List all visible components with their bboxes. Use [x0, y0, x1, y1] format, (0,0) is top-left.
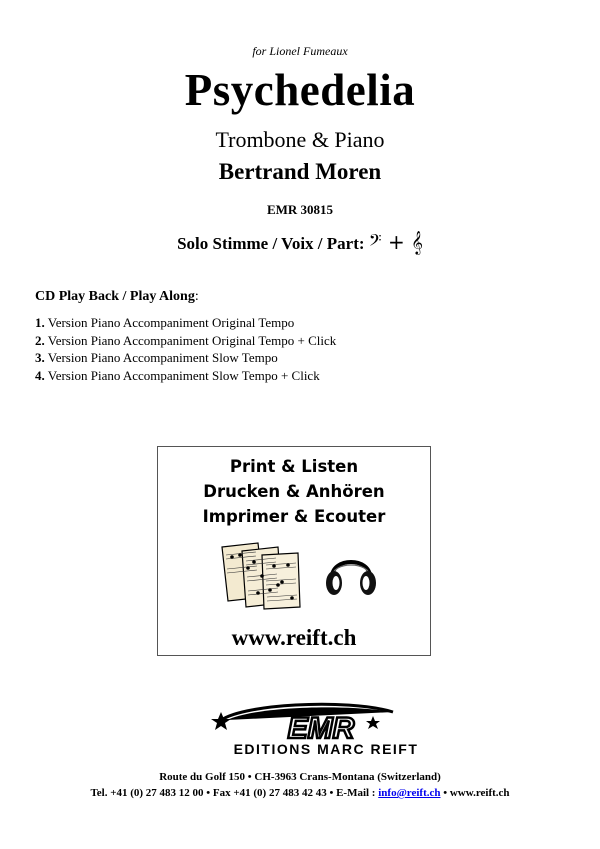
track-list	[35, 314, 336, 384]
solo-part-line	[0, 230, 600, 254]
promo-line-english: Print & Listen	[229, 457, 359, 476]
list-item	[35, 349, 336, 367]
composer-name: Bertrand Moren	[218, 159, 382, 184]
list-item	[35, 314, 336, 332]
promo-line-french: Imprimer & Ecouter	[202, 507, 386, 526]
catalog-number: EMR 30815	[266, 202, 334, 217]
track-number: 4.	[35, 367, 45, 383]
contact-phone-fax: Tel. +41 (0) 27 483 12 00 • Fax +41 (0) 27 483 42 43 • E-Mail :	[90, 787, 379, 799]
headphones-icon	[324, 547, 378, 599]
print-listen-box	[157, 446, 431, 656]
clef-icons: 𝄢 + 𝄞	[368, 230, 423, 254]
dedication: for Lionel Fumeaux	[252, 44, 348, 58]
track-text: Version Piano Accompaniment Slow Tempo	[44, 350, 278, 365]
email-link[interactable]: info@reift.ch	[378, 787, 441, 799]
solo-part-label: Solo Stimme / Voix / Part:	[177, 234, 365, 253]
sheet-music-icon	[218, 541, 304, 611]
cd-heading-text: CD Play Back / Play Along	[35, 289, 195, 304]
publisher-address: Route du Golf 150 • CH-3963 Crans-Montana (Switzerland)	[159, 771, 441, 783]
track-number: 2.	[35, 332, 45, 348]
instrumentation: Trombone & Piano	[215, 127, 385, 152]
track-text: Version Piano Accompaniment Original Tempo	[44, 315, 295, 330]
logo-emr-text: EMR	[287, 712, 355, 745]
promo-line-german: Drucken & Anhören	[203, 482, 385, 501]
publisher-name: EDITIONS MARC REIFT	[233, 741, 419, 756]
track-number: 3.	[35, 350, 45, 365]
emr-logo	[197, 700, 455, 756]
track-text: Version Piano Accompaniment Slow Tempo + Click	[44, 367, 320, 383]
track-number: 1.	[35, 315, 45, 330]
publisher-contact	[0, 787, 600, 799]
piece-title: Psychedelia	[184, 65, 416, 115]
list-item	[35, 367, 336, 385]
cd-heading: CD Play Back / Play Along:	[35, 289, 199, 304]
contact-website: • www.reift.ch	[440, 787, 510, 799]
promo-url: www.reift.ch	[231, 625, 357, 650]
track-text: Version Piano Accompaniment Original Tempo + Click	[44, 332, 337, 348]
list-item	[35, 332, 336, 350]
